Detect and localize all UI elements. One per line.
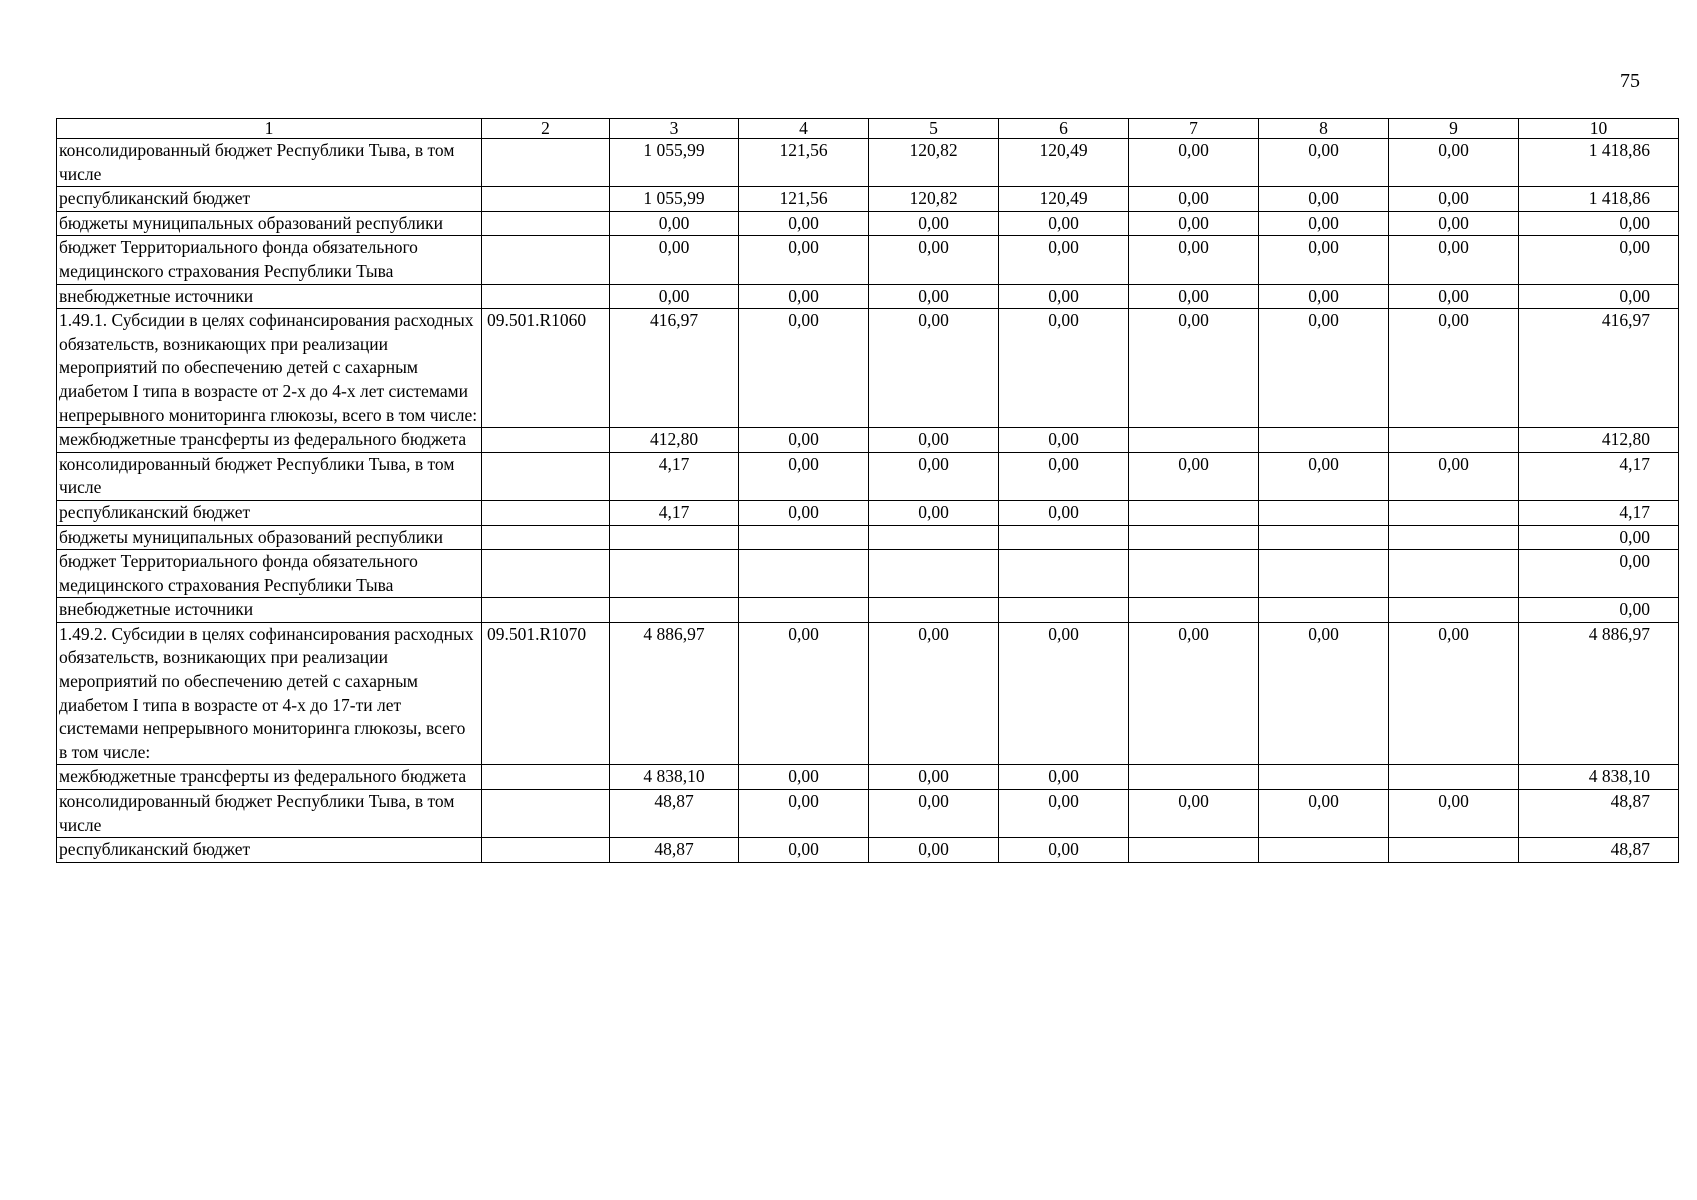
row-name-cell: консолидированный бюджет Республики Тыва, в том числе bbox=[57, 139, 482, 187]
value-cell-col3: 0,00 bbox=[610, 211, 739, 236]
value-cell-col6 bbox=[999, 598, 1129, 623]
value-cell-col7 bbox=[1129, 525, 1259, 550]
value-cell-col7: 0,00 bbox=[1129, 622, 1259, 765]
value-cell-col7: 0,00 bbox=[1129, 452, 1259, 500]
value-cell-total: 0,00 bbox=[1519, 550, 1679, 598]
table-row bbox=[57, 838, 1679, 863]
column-header: 10 bbox=[1519, 119, 1679, 139]
value-cell-col7: 0,00 bbox=[1129, 211, 1259, 236]
value-cell-col9 bbox=[1389, 765, 1519, 790]
value-cell-col3: 0,00 bbox=[610, 236, 739, 284]
value-cell-col8 bbox=[1259, 838, 1389, 863]
column-header: 6 bbox=[999, 119, 1129, 139]
value-cell-col3: 4,17 bbox=[610, 500, 739, 525]
table-row bbox=[57, 428, 1679, 453]
row-code-cell bbox=[482, 790, 610, 838]
value-cell-col8: 0,00 bbox=[1259, 211, 1389, 236]
value-cell-col6: 0,00 bbox=[999, 622, 1129, 765]
table-row bbox=[57, 765, 1679, 790]
value-cell-total: 1 418,86 bbox=[1519, 139, 1679, 187]
value-cell-col7: 0,00 bbox=[1129, 139, 1259, 187]
row-code-cell bbox=[482, 284, 610, 309]
value-cell-col6: 120,49 bbox=[999, 187, 1129, 212]
value-cell-col7: 0,00 bbox=[1129, 187, 1259, 212]
row-name-cell: республиканский бюджет bbox=[57, 838, 482, 863]
column-header: 1 bbox=[57, 119, 482, 139]
row-name-cell: межбюджетные трансферты из федерального бюджета bbox=[57, 765, 482, 790]
row-name-cell: межбюджетные трансферты из федерального бюджета bbox=[57, 428, 482, 453]
table-row bbox=[57, 236, 1679, 284]
row-code-cell bbox=[482, 452, 610, 500]
row-name-cell: республиканский бюджет bbox=[57, 500, 482, 525]
value-cell-col4: 0,00 bbox=[739, 838, 869, 863]
value-cell-col6: 0,00 bbox=[999, 500, 1129, 525]
value-cell-total: 4 838,10 bbox=[1519, 765, 1679, 790]
value-cell-col9: 0,00 bbox=[1389, 236, 1519, 284]
row-code-cell bbox=[482, 598, 610, 623]
table-row bbox=[57, 211, 1679, 236]
value-cell-col4 bbox=[739, 550, 869, 598]
value-cell-col7: 0,00 bbox=[1129, 236, 1259, 284]
value-cell-col3: 0,00 bbox=[610, 284, 739, 309]
table-row bbox=[57, 187, 1679, 212]
row-code-cell bbox=[482, 765, 610, 790]
value-cell-col7: 0,00 bbox=[1129, 284, 1259, 309]
table-body bbox=[57, 139, 1679, 863]
row-code-cell: 09.501.R1070 bbox=[482, 622, 610, 765]
value-cell-col4: 121,56 bbox=[739, 139, 869, 187]
row-code-cell bbox=[482, 550, 610, 598]
value-cell-col3: 416,97 bbox=[610, 309, 739, 428]
value-cell-col4: 0,00 bbox=[739, 765, 869, 790]
value-cell-col9: 0,00 bbox=[1389, 211, 1519, 236]
value-cell-col6: 120,49 bbox=[999, 139, 1129, 187]
value-cell-col6: 0,00 bbox=[999, 236, 1129, 284]
value-cell-total: 416,97 bbox=[1519, 309, 1679, 428]
value-cell-col5: 0,00 bbox=[869, 790, 999, 838]
value-cell-col9: 0,00 bbox=[1389, 284, 1519, 309]
budget-table bbox=[56, 118, 1679, 863]
table-row bbox=[57, 598, 1679, 623]
value-cell-col8 bbox=[1259, 500, 1389, 525]
value-cell-total: 0,00 bbox=[1519, 236, 1679, 284]
value-cell-col3 bbox=[610, 525, 739, 550]
row-code-cell bbox=[482, 236, 610, 284]
value-cell-col8 bbox=[1259, 428, 1389, 453]
value-cell-col6: 0,00 bbox=[999, 309, 1129, 428]
value-cell-col9 bbox=[1389, 428, 1519, 453]
value-cell-col7: 0,00 bbox=[1129, 790, 1259, 838]
value-cell-col5: 0,00 bbox=[869, 838, 999, 863]
column-header: 8 bbox=[1259, 119, 1389, 139]
value-cell-col6 bbox=[999, 525, 1129, 550]
value-cell-col6: 0,00 bbox=[999, 452, 1129, 500]
value-cell-col5: 0,00 bbox=[869, 765, 999, 790]
column-header: 7 bbox=[1129, 119, 1259, 139]
value-cell-col8: 0,00 bbox=[1259, 622, 1389, 765]
value-cell-col3: 1 055,99 bbox=[610, 187, 739, 212]
value-cell-col6 bbox=[999, 550, 1129, 598]
row-name-cell: 1.49.2. Субсидии в целях софинансирования расходных обязательств, возникающих при реализации мероприятий по обеспечению детей с сахарным диабетом I типа в возрасте от 4-х до 17-ти лет системами непрерывного мониторинга глюкозы, всего в том числе: bbox=[57, 622, 482, 765]
value-cell-col9 bbox=[1389, 500, 1519, 525]
value-cell-col8: 0,00 bbox=[1259, 236, 1389, 284]
value-cell-col5: 0,00 bbox=[869, 284, 999, 309]
row-code-cell bbox=[482, 428, 610, 453]
value-cell-col7 bbox=[1129, 765, 1259, 790]
row-name-cell: бюджеты муниципальных образований республики bbox=[57, 211, 482, 236]
row-code-cell bbox=[482, 139, 610, 187]
value-cell-col5 bbox=[869, 525, 999, 550]
row-name-cell: внебюджетные источники bbox=[57, 598, 482, 623]
value-cell-col7 bbox=[1129, 838, 1259, 863]
value-cell-col6: 0,00 bbox=[999, 211, 1129, 236]
value-cell-col5: 120,82 bbox=[869, 187, 999, 212]
value-cell-col8 bbox=[1259, 765, 1389, 790]
row-code-cell bbox=[482, 211, 610, 236]
value-cell-col4 bbox=[739, 598, 869, 623]
row-code-cell bbox=[482, 525, 610, 550]
value-cell-total: 0,00 bbox=[1519, 525, 1679, 550]
value-cell-total: 4 886,97 bbox=[1519, 622, 1679, 765]
value-cell-col3: 4 886,97 bbox=[610, 622, 739, 765]
column-header: 5 bbox=[869, 119, 999, 139]
value-cell-col9: 0,00 bbox=[1389, 309, 1519, 428]
value-cell-col5: 120,82 bbox=[869, 139, 999, 187]
value-cell-col5: 0,00 bbox=[869, 500, 999, 525]
value-cell-col5: 0,00 bbox=[869, 428, 999, 453]
table-header-row bbox=[57, 119, 1679, 139]
value-cell-col6: 0,00 bbox=[999, 284, 1129, 309]
value-cell-col4: 0,00 bbox=[739, 236, 869, 284]
value-cell-col8: 0,00 bbox=[1259, 187, 1389, 212]
value-cell-total: 0,00 bbox=[1519, 598, 1679, 623]
value-cell-col4: 0,00 bbox=[739, 790, 869, 838]
value-cell-col4: 0,00 bbox=[739, 211, 869, 236]
row-name-cell: 1.49.1. Субсидии в целях софинансирования расходных обязательств, возникающих при реализации мероприятий по обеспечению детей с сахарным диабетом I типа в возрасте от 2-х до 4-х лет системами непрерывного мониторинга глюкозы, всего в том числе: bbox=[57, 309, 482, 428]
value-cell-col4: 0,00 bbox=[739, 622, 869, 765]
table-row bbox=[57, 550, 1679, 598]
value-cell-col5: 0,00 bbox=[869, 622, 999, 765]
value-cell-col3 bbox=[610, 598, 739, 623]
value-cell-col5: 0,00 bbox=[869, 452, 999, 500]
value-cell-col4: 0,00 bbox=[739, 500, 869, 525]
row-code-cell bbox=[482, 187, 610, 212]
value-cell-col3: 4 838,10 bbox=[610, 765, 739, 790]
row-code-cell: 09.501.R1060 bbox=[482, 309, 610, 428]
value-cell-col6: 0,00 bbox=[999, 838, 1129, 863]
column-header: 4 bbox=[739, 119, 869, 139]
value-cell-col8 bbox=[1259, 525, 1389, 550]
value-cell-col7 bbox=[1129, 550, 1259, 598]
value-cell-col9: 0,00 bbox=[1389, 790, 1519, 838]
table-row bbox=[57, 309, 1679, 428]
value-cell-col3: 412,80 bbox=[610, 428, 739, 453]
value-cell-total: 1 418,86 bbox=[1519, 187, 1679, 212]
value-cell-col8: 0,00 bbox=[1259, 309, 1389, 428]
value-cell-col4: 0,00 bbox=[739, 309, 869, 428]
value-cell-col7 bbox=[1129, 598, 1259, 623]
value-cell-col5 bbox=[869, 598, 999, 623]
value-cell-col3: 48,87 bbox=[610, 790, 739, 838]
page-number: 75 bbox=[1620, 70, 1640, 92]
value-cell-col9 bbox=[1389, 525, 1519, 550]
value-cell-col9: 0,00 bbox=[1389, 139, 1519, 187]
column-header: 9 bbox=[1389, 119, 1519, 139]
value-cell-col8: 0,00 bbox=[1259, 452, 1389, 500]
row-name-cell: бюджеты муниципальных образований республики bbox=[57, 525, 482, 550]
value-cell-col8: 0,00 bbox=[1259, 139, 1389, 187]
value-cell-col5 bbox=[869, 550, 999, 598]
value-cell-col7 bbox=[1129, 428, 1259, 453]
value-cell-col4 bbox=[739, 525, 869, 550]
value-cell-total: 48,87 bbox=[1519, 790, 1679, 838]
table-row bbox=[57, 500, 1679, 525]
value-cell-col4: 121,56 bbox=[739, 187, 869, 212]
value-cell-col3 bbox=[610, 550, 739, 598]
value-cell-col3: 4,17 bbox=[610, 452, 739, 500]
row-name-cell: бюджет Территориального фонда обязательного медицинского страхования Республики Тыва bbox=[57, 236, 482, 284]
row-code-cell bbox=[482, 500, 610, 525]
table-row bbox=[57, 284, 1679, 309]
value-cell-col8 bbox=[1259, 550, 1389, 598]
value-cell-total: 412,80 bbox=[1519, 428, 1679, 453]
value-cell-col3: 48,87 bbox=[610, 838, 739, 863]
value-cell-col3: 1 055,99 bbox=[610, 139, 739, 187]
value-cell-col9: 0,00 bbox=[1389, 187, 1519, 212]
value-cell-col5: 0,00 bbox=[869, 211, 999, 236]
value-cell-col9: 0,00 bbox=[1389, 622, 1519, 765]
value-cell-col6: 0,00 bbox=[999, 765, 1129, 790]
row-name-cell: консолидированный бюджет Республики Тыва, в том числе bbox=[57, 790, 482, 838]
value-cell-col4: 0,00 bbox=[739, 452, 869, 500]
row-name-cell: внебюджетные источники bbox=[57, 284, 482, 309]
value-cell-col9: 0,00 bbox=[1389, 452, 1519, 500]
table-row bbox=[57, 622, 1679, 765]
value-cell-col7: 0,00 bbox=[1129, 309, 1259, 428]
value-cell-col5: 0,00 bbox=[869, 309, 999, 428]
row-name-cell: бюджет Территориального фонда обязательного медицинского страхования Республики Тыва bbox=[57, 550, 482, 598]
value-cell-total: 4,17 bbox=[1519, 452, 1679, 500]
value-cell-col6: 0,00 bbox=[999, 790, 1129, 838]
value-cell-col5: 0,00 bbox=[869, 236, 999, 284]
value-cell-total: 0,00 bbox=[1519, 284, 1679, 309]
table-row bbox=[57, 525, 1679, 550]
table-row bbox=[57, 452, 1679, 500]
value-cell-col8: 0,00 bbox=[1259, 284, 1389, 309]
value-cell-col8: 0,00 bbox=[1259, 790, 1389, 838]
value-cell-col9 bbox=[1389, 550, 1519, 598]
row-name-cell: республиканский бюджет bbox=[57, 187, 482, 212]
row-name-cell: консолидированный бюджет Республики Тыва, в том числе bbox=[57, 452, 482, 500]
value-cell-col7 bbox=[1129, 500, 1259, 525]
value-cell-col4: 0,00 bbox=[739, 284, 869, 309]
value-cell-total: 48,87 bbox=[1519, 838, 1679, 863]
table-row bbox=[57, 790, 1679, 838]
value-cell-col4: 0,00 bbox=[739, 428, 869, 453]
value-cell-col8 bbox=[1259, 598, 1389, 623]
value-cell-total: 4,17 bbox=[1519, 500, 1679, 525]
value-cell-col6: 0,00 bbox=[999, 428, 1129, 453]
value-cell-col9 bbox=[1389, 838, 1519, 863]
table-row bbox=[57, 139, 1679, 187]
row-code-cell bbox=[482, 838, 610, 863]
value-cell-col9 bbox=[1389, 598, 1519, 623]
value-cell-total: 0,00 bbox=[1519, 211, 1679, 236]
column-header: 2 bbox=[482, 119, 610, 139]
column-header: 3 bbox=[610, 119, 739, 139]
